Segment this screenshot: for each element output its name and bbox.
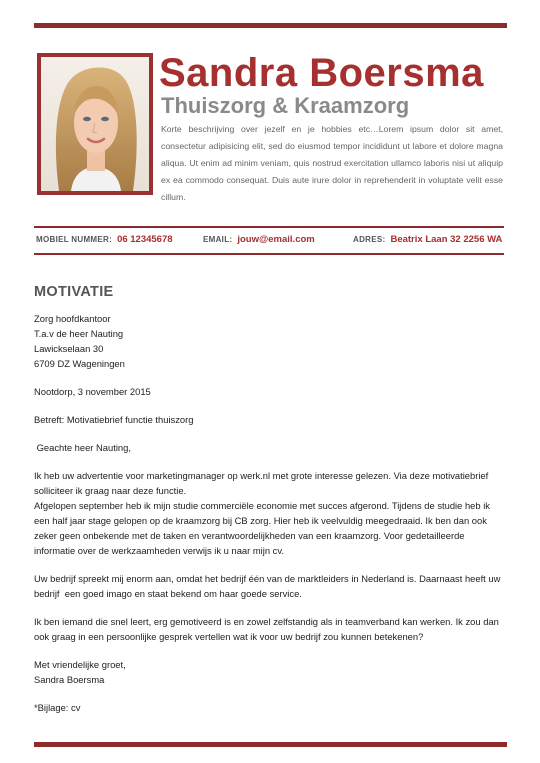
letter-paragraph: Ik ben iemand die snel leert, erg gemotiveerd is en zowel zelfstandig als in teamverband kan werken. Ik zou dan ook graag in een persoonlijke gesprek vertellen wat ik voor uw bedrijf zou kunnen betekenen? xyxy=(34,616,499,642)
recipient-line: T.a.v de heer Nauting xyxy=(34,328,124,339)
recipient-line: Zorg hoofdkantoor xyxy=(34,313,111,324)
mobile-label: MOBIEL NUMMER: xyxy=(36,235,113,244)
profile-photo xyxy=(41,57,149,191)
mobile-value: 06 12345678 xyxy=(117,234,173,245)
letter-subject: Betreft: Motivatiebrief functie thuiszorg xyxy=(34,414,194,425)
top-rule xyxy=(34,23,507,28)
letter-body xyxy=(34,311,506,715)
address-label: ADRES: xyxy=(353,235,386,244)
contact-bottom-rule xyxy=(34,253,504,255)
recipient-line: 6709 DZ Wageningen xyxy=(34,358,125,369)
profile-photo-frame xyxy=(37,53,153,195)
candidate-name: Sandra Boersma xyxy=(159,51,484,95)
letter-paragraph: Ik heb uw advertentie voor marketingmanager op werk.nl met grote interesse gelezen. Via deze motivatiebrief solliciteer ik graag naar deze functie. xyxy=(34,470,489,496)
section-title: MOTIVATIE xyxy=(34,284,114,300)
contact-address xyxy=(353,234,502,246)
letter-attachment: *Bijlage: cv xyxy=(34,702,81,713)
letter-paragraph: Afgelopen september heb ik mijn studie commerciële economie met succes afgerond. Tijdens de studie heb ik een half jaar stage gelopen op de kraamzorg bij CB zorg. Hier heb ik veelvuldig meegedraaid. Ik ben dan ook zeker geen onbekende met de taken en verantwoordelijkheden van een kraamzorg. Voor gedetailleerde informatie over de werkzaamheden verwijs ik u naar mijn cv. xyxy=(34,500,490,556)
job-title: Thuiszorg & Kraamzorg xyxy=(161,93,410,118)
bio-text: Korte beschrijving over jezelf en je hobbies etc…Lorem ipsum dolor sit amet, consectetur adipisicing elit, sed do eiusmod tempor incididunt ut labore et dolore magna aliqua. Ut enim ad minim veniam, quis nostrud exercitation ullamco laboris nisi ut aliquip ex ea commodo consequat. Duis aute irure dolor in reprehenderit in voluptate velit esse cillum. xyxy=(161,124,503,202)
contact-mobile xyxy=(36,234,173,246)
contact-top-rule xyxy=(34,226,504,228)
letter-paragraph: Uw bedrijf spreekt mij enorm aan, omdat het bedrijf één van de marktleiders in Nederland is. Daarnaast heeft uw bedrijf een goed imago en staat bekend om haar goede service. xyxy=(34,573,503,599)
letter-salutation: Geachte heer Nauting, xyxy=(34,442,131,453)
recipient-line: Lawickselaan 30 xyxy=(34,343,104,354)
letter-signature: Sandra Boersma xyxy=(34,674,105,685)
bottom-rule xyxy=(34,742,507,747)
email-label: EMAIL: xyxy=(203,235,233,244)
contact-email xyxy=(203,234,315,246)
letter-closing: Met vriendelijke groet, xyxy=(34,659,126,670)
email-value[interactable]: jouw@email.com xyxy=(237,234,315,245)
address-value: Beatrix Laan 32 2256 WA xyxy=(390,234,503,245)
letter-date: Nootdorp, 3 november 2015 xyxy=(34,386,151,397)
